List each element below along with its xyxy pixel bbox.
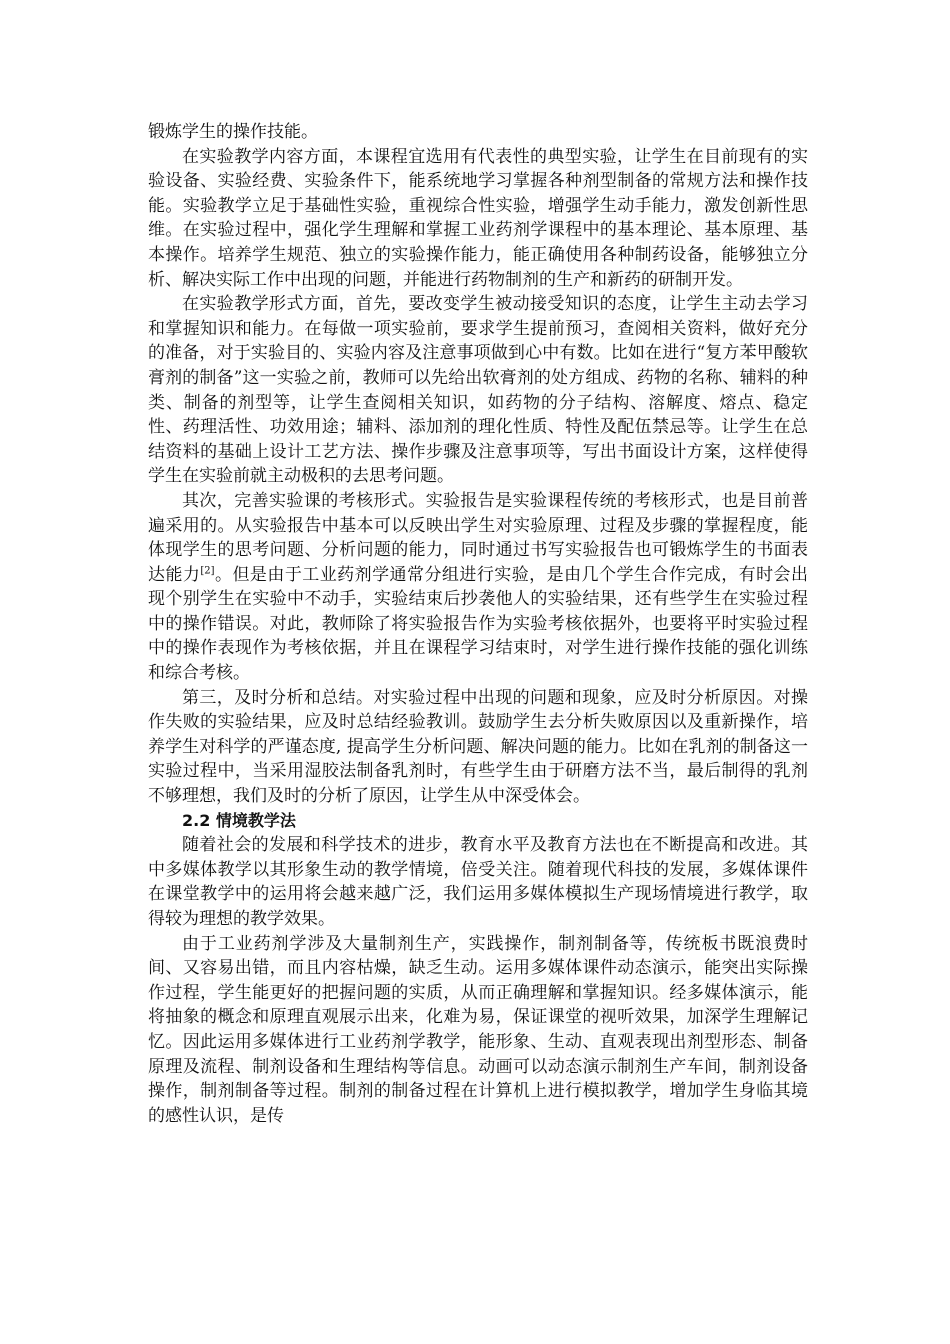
- citation-reference: [2]: [200, 565, 215, 577]
- paragraph-assessment-text-b: 。但是由于工业药剂学通常分组进行实验，是由几个学生合作完成，有时会出现个别学生在实验中不动手，实验结束后抄袭他人的实验结果，还有些学生在实验过程中的操作错误。对此，教师除了将实验报告作为实验考核依据外，也要将平时实验过程中的操作表现作为考核依据，并且在课程学习结束时，对学生进行操作技能的强化训练和综合考核。: [148, 564, 809, 684]
- section-heading: 2.2 情境教学法: [182, 810, 296, 830]
- paragraph-analysis-summary: 第三，及时分析和总结。对实验过程中出现的问题和现象，应及时分析原因。对操作失败的实验结果，应及时总结经验教训。鼓励学生去分析失败原因以及重新操作，培养学生对科学的严谨态度, 提高学生分析问题、解决问题的能力。比如在乳剂的制备这一实验过程中，当采用湿胶法制备乳剂时，有些学生由于研磨方法不当，最后制得的乳剂不够理想，我们及时的分析了原因，让学生从中深受体会。: [148, 687, 808, 807]
- paragraph-multimedia-intro: 随着社会的发展和科学技术的进步，教育水平及教育方法也在不断提高和改进。其中多媒体教学以其形象生动的教学情境，倍受关注。随着现代科技的发展，多媒体课件在课堂教学中的运用将会越来越广泛，我们运用多媒体模拟生产现场情境进行教学，取得较为理想的教学效果。: [148, 835, 808, 929]
- document-body: [148, 120, 808, 1128]
- paragraph-assessment: [148, 489, 808, 686]
- paragraph-multimedia-detail: 由于工业药剂学涉及大量制剂生产，实践操作，制剂制备等，传统板书既浪费时间、又容易出错，而且内容枯燥，缺乏生动。运用多媒体课件动态演示，能突出实际操作过程，学生能更好的把握问题的实质，从而正确理解和掌握知识。经多媒体演示，能将抽象的概念和原理直观展示出来，化难为易，保证课堂的视听效果，加深学生理解记忆。因此运用多媒体进行工业药剂学教学，能形象、生动、直观表现出剂型形态、制备原理及流程、制剂设备和生理结构等信息。动画可以动态演示制剂生产车间，制剂设备操作，制剂制备等过程。制剂的制备过程在计算机上进行模拟教学，增加学生身临其境的感性认识，是传: [148, 933, 808, 1126]
- paragraph-experiment-content: 在实验教学内容方面，本课程宜选用有代表性的典型实验，让学生在目前现有的实验设备、实验经费、实验条件下，能系统地学习掌握各种剂型制备的常规方法和操作技能。实验教学立足于基础性实验，重视综合性实验，增强学生动手能力，激发创新性思维。在实验过程中，强化学生理解和掌握工业药剂学课程中的基本理论、基本原理、基本操作。培养学生规范、独立的实验操作能力，能正确使用各种制药设备，能够独立分析、解决实际工作中出现的问题，并能进行药物制剂的生产和新药的研制开发。: [148, 146, 808, 290]
- paragraph-continuation: 锻炼学生的操作技能。: [148, 122, 318, 142]
- paragraph-assessment-text-a: 其次，完善实验课的考核形式。实验报告是实验课程传统的考核形式，也是目前普遍采用的。从实验报告中基本可以反映出学生对实验原理、过程及步骤的掌握程度，能体现学生的思考问题、分析问题的能力，同时通过书写实验报告也可锻炼学生的书面表达能力: [148, 490, 808, 585]
- paragraph-experiment-form: 在实验教学形式方面，首先，要改变学生被动接受知识的态度，让学生主动去学习和掌握知识和能力。在每做一项实验前，要求学生提前预习，查阅相关资料，做好充分的准备，对于实验目的、实验内容及注意事项做到心中有数。比如在进行“复方苯甲酸软膏剂的制备”这一实验之前，教师可以先给出软膏剂的处方组成、药物的名称、辅料的种类、制备的剂型等，让学生查阅相关知识，如药物的分子结构、溶解度、熔点、稳定性、药理活性、功效用途；辅料、添加剂的理化性质、特性及配伍禁忌等。让学生在总结资料的基础上设计工艺方法、操作步骤及注意事项等，写出书面设计方案，这样使得学生在实验前就主动极积的去思考问题。: [148, 294, 808, 487]
